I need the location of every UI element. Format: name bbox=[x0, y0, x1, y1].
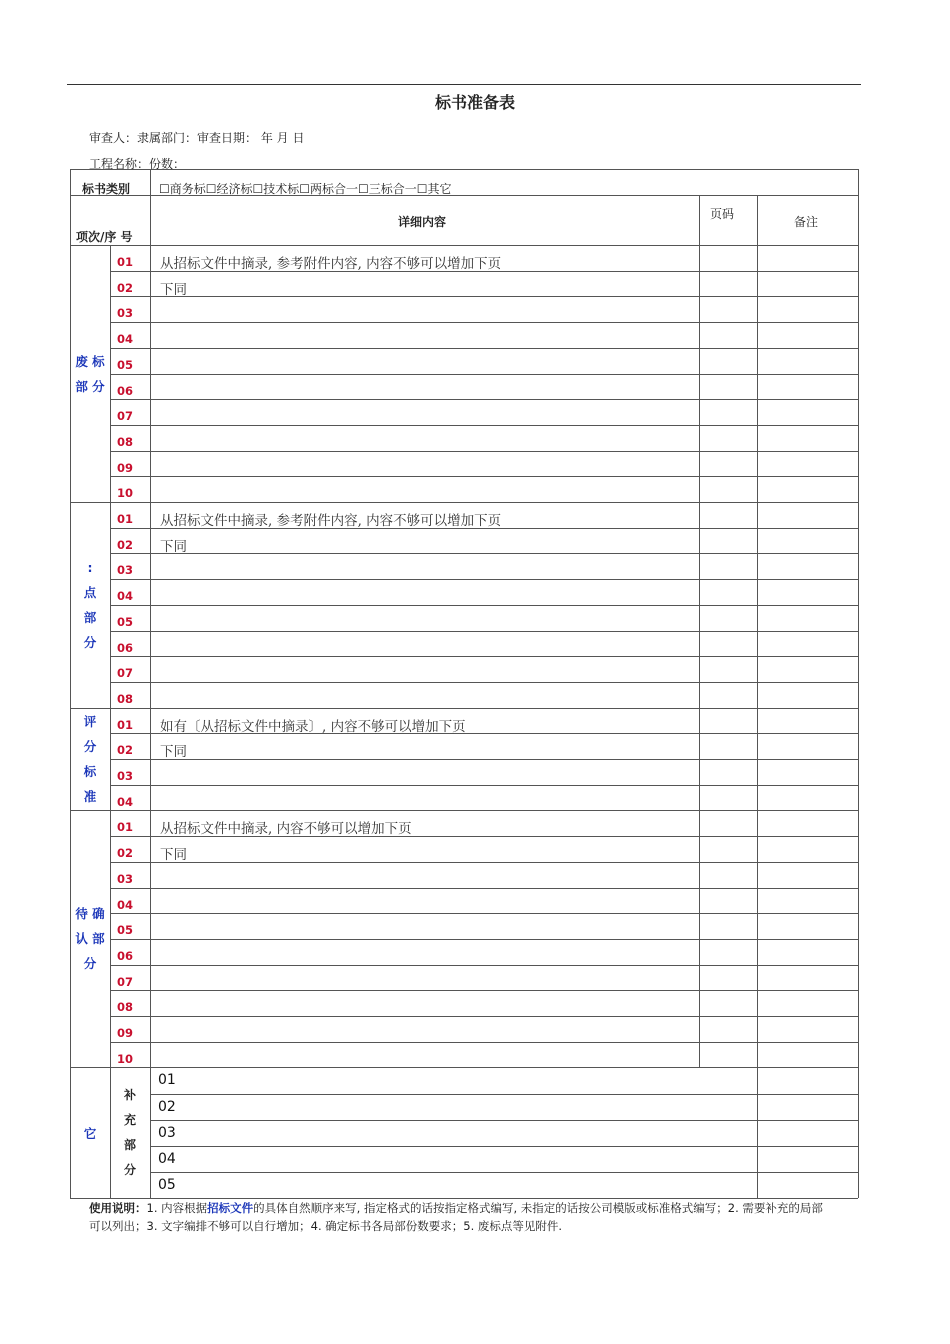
notes-highlight: 招标文件 bbox=[207, 1201, 254, 1215]
supplement-row-divider bbox=[150, 1094, 858, 1095]
table-border-left bbox=[70, 169, 71, 1198]
row-number: 04 bbox=[117, 794, 134, 809]
type-options[interactable]: ☐商务标☐经济标☐技术标☐两标合一☐三标合一☐其它 bbox=[159, 182, 452, 196]
supplement-row-divider bbox=[150, 1146, 858, 1147]
row-number: 07 bbox=[117, 409, 134, 424]
row-number: 05 bbox=[117, 614, 134, 629]
row-number: 01 bbox=[117, 255, 134, 269]
page-col-line-head bbox=[699, 195, 700, 245]
row-divider bbox=[110, 579, 858, 580]
supplement-row-number[interactable]: 04 bbox=[158, 1150, 176, 1167]
row-number: 08 bbox=[117, 434, 134, 449]
type-label: 标书类别 bbox=[82, 182, 131, 196]
row-divider bbox=[110, 271, 858, 272]
row-detail-text[interactable]: 下同 bbox=[160, 281, 187, 298]
detail-col-line-head bbox=[150, 195, 151, 245]
row-number: 03 bbox=[117, 769, 134, 783]
row-divider bbox=[110, 836, 858, 837]
row-divider bbox=[110, 1042, 858, 1043]
row-number: 02 bbox=[117, 537, 134, 552]
header-divider bbox=[70, 195, 858, 196]
page-title: 标书准备表 bbox=[434, 93, 515, 112]
row-number: 04 bbox=[117, 332, 134, 347]
row-number: 06 bbox=[117, 383, 134, 398]
row-divider bbox=[110, 348, 858, 349]
row-number: 04 bbox=[117, 589, 134, 604]
row-divider bbox=[110, 553, 858, 554]
row-divider bbox=[110, 451, 858, 452]
row-number: 03 bbox=[117, 563, 134, 578]
preparation-table bbox=[70, 169, 858, 1198]
col-seq-header: 项次/序 号 bbox=[76, 230, 133, 244]
row-number: 05 bbox=[117, 923, 134, 938]
row-number: 08 bbox=[117, 1000, 134, 1015]
row-detail-text[interactable]: 下同 bbox=[160, 538, 187, 555]
usage-notes bbox=[89, 1199, 829, 1235]
row-divider bbox=[110, 888, 858, 889]
row-divider bbox=[110, 399, 858, 400]
top-rule bbox=[67, 84, 861, 85]
row-number: 02 bbox=[117, 743, 134, 758]
section-label: 部 bbox=[83, 609, 97, 625]
row-number: 01 bbox=[117, 820, 134, 835]
row-divider bbox=[110, 862, 858, 863]
row-divider bbox=[110, 733, 858, 734]
row-number: 07 bbox=[117, 666, 134, 681]
row-divider bbox=[110, 605, 858, 606]
type-divider bbox=[150, 169, 151, 195]
row-divider bbox=[110, 374, 858, 375]
row-detail-text[interactable]: 从招标文件中摘录, 参考附件内容, 内容不够可以增加下页 bbox=[160, 513, 502, 529]
supplement-label: 充 bbox=[123, 1112, 136, 1127]
row-detail-text[interactable]: 从招标文件中摘录, 内容不够可以增加下页 bbox=[160, 821, 412, 838]
col-page-header: 页码 bbox=[710, 207, 735, 221]
section-label: 部 分 bbox=[75, 378, 105, 394]
supplement-row-number[interactable]: 05 bbox=[158, 1176, 176, 1193]
notes-part1: 1. 内容根据 bbox=[146, 1201, 208, 1215]
row-divider bbox=[110, 528, 858, 529]
section-label: 分 bbox=[83, 634, 97, 650]
supplement-row-number[interactable]: 03 bbox=[158, 1124, 176, 1141]
supplement-row-number[interactable]: 01 bbox=[158, 1072, 176, 1089]
meta-project-line: 工程名称：份数： bbox=[89, 157, 186, 171]
row-divider bbox=[110, 1016, 858, 1017]
row-divider bbox=[110, 939, 858, 940]
row-detail-text[interactable]: 从招标文件中摘录, 参考附件内容, 内容不够可以增加下页 bbox=[160, 256, 502, 272]
other-detail-line bbox=[150, 1067, 151, 1198]
row-number: 10 bbox=[117, 486, 134, 501]
supplement-row-number[interactable]: 02 bbox=[158, 1098, 176, 1115]
table-border-top bbox=[70, 169, 858, 170]
section-divider bbox=[70, 708, 858, 709]
row-divider bbox=[110, 990, 858, 991]
section-label: 评 bbox=[83, 714, 97, 729]
section-label: : bbox=[87, 559, 93, 575]
row-number: 01 bbox=[117, 512, 134, 526]
supplement-row-divider bbox=[150, 1172, 858, 1173]
table-border-right bbox=[858, 169, 859, 1198]
row-number: 02 bbox=[117, 280, 134, 295]
row-divider bbox=[110, 631, 858, 632]
row-divider bbox=[110, 476, 858, 477]
row-divider bbox=[110, 759, 858, 760]
row-number: 06 bbox=[117, 948, 134, 963]
section-divider bbox=[70, 1067, 858, 1068]
row-detail-text[interactable]: 下同 bbox=[160, 744, 187, 761]
section-label: 待 确 bbox=[75, 906, 105, 922]
row-detail-text[interactable]: 下同 bbox=[160, 847, 187, 864]
row-divider bbox=[110, 322, 858, 323]
row-number: 04 bbox=[117, 897, 134, 912]
col-detail-header: 详细内容 bbox=[398, 215, 447, 229]
row-detail-text[interactable]: 如有〔从招标文件中摘录〕, 内容不够可以增加下页 bbox=[160, 718, 466, 735]
section-divider bbox=[70, 502, 858, 503]
notes-label: 使用说明： bbox=[89, 1201, 147, 1215]
section-label: 准 bbox=[83, 789, 97, 804]
row-number: 02 bbox=[117, 846, 134, 861]
row-divider bbox=[110, 913, 858, 914]
col-note-header: 备注 bbox=[794, 215, 819, 229]
row-number: 09 bbox=[117, 1026, 134, 1040]
row-number: 06 bbox=[117, 640, 134, 655]
supplement-label: 补 bbox=[123, 1087, 136, 1102]
supplement-label: 分 bbox=[123, 1162, 136, 1177]
row-divider bbox=[110, 296, 858, 297]
section-label: 标 bbox=[83, 764, 97, 779]
section-label: 分 bbox=[83, 739, 97, 754]
section-label: 点 bbox=[83, 584, 97, 600]
row-number: 08 bbox=[117, 691, 134, 706]
meta-reviewer-line: 审查人：隶属部门：审查日期： 年 月 日 bbox=[89, 131, 305, 145]
row-number: 10 bbox=[117, 1051, 134, 1066]
row-number: 07 bbox=[117, 974, 134, 989]
header-bottom bbox=[70, 245, 858, 246]
row-divider bbox=[110, 656, 858, 657]
other-label: 它 bbox=[83, 1125, 97, 1141]
note-col-line-head bbox=[757, 195, 758, 245]
supplement-row-divider bbox=[150, 1120, 858, 1121]
row-divider bbox=[110, 682, 858, 683]
row-number: 03 bbox=[117, 871, 134, 886]
row-number: 05 bbox=[117, 357, 134, 372]
row-number: 09 bbox=[117, 460, 134, 475]
row-divider bbox=[110, 785, 858, 786]
section-divider bbox=[70, 810, 858, 811]
other-note-line bbox=[757, 1067, 758, 1198]
row-divider bbox=[110, 425, 858, 426]
supplement-label: 部 bbox=[123, 1137, 136, 1152]
row-number: 01 bbox=[117, 717, 134, 732]
row-number: 03 bbox=[117, 306, 134, 321]
row-divider bbox=[110, 965, 858, 966]
section-label: 认 部 bbox=[75, 931, 105, 947]
notes-part2: 的具体自然顺序来写, 指定格式的话按指定格式编写, 未指定的话按公司模版或标准格式编写；2. 需要补充的局部可以列出；3. 文字编排不够可以自行增加；4. 确定标书各局部份数要求；5. 废标点等见附件. bbox=[89, 1201, 823, 1233]
section-label: 分 bbox=[83, 956, 97, 972]
section-label: 废 标 bbox=[75, 353, 105, 369]
